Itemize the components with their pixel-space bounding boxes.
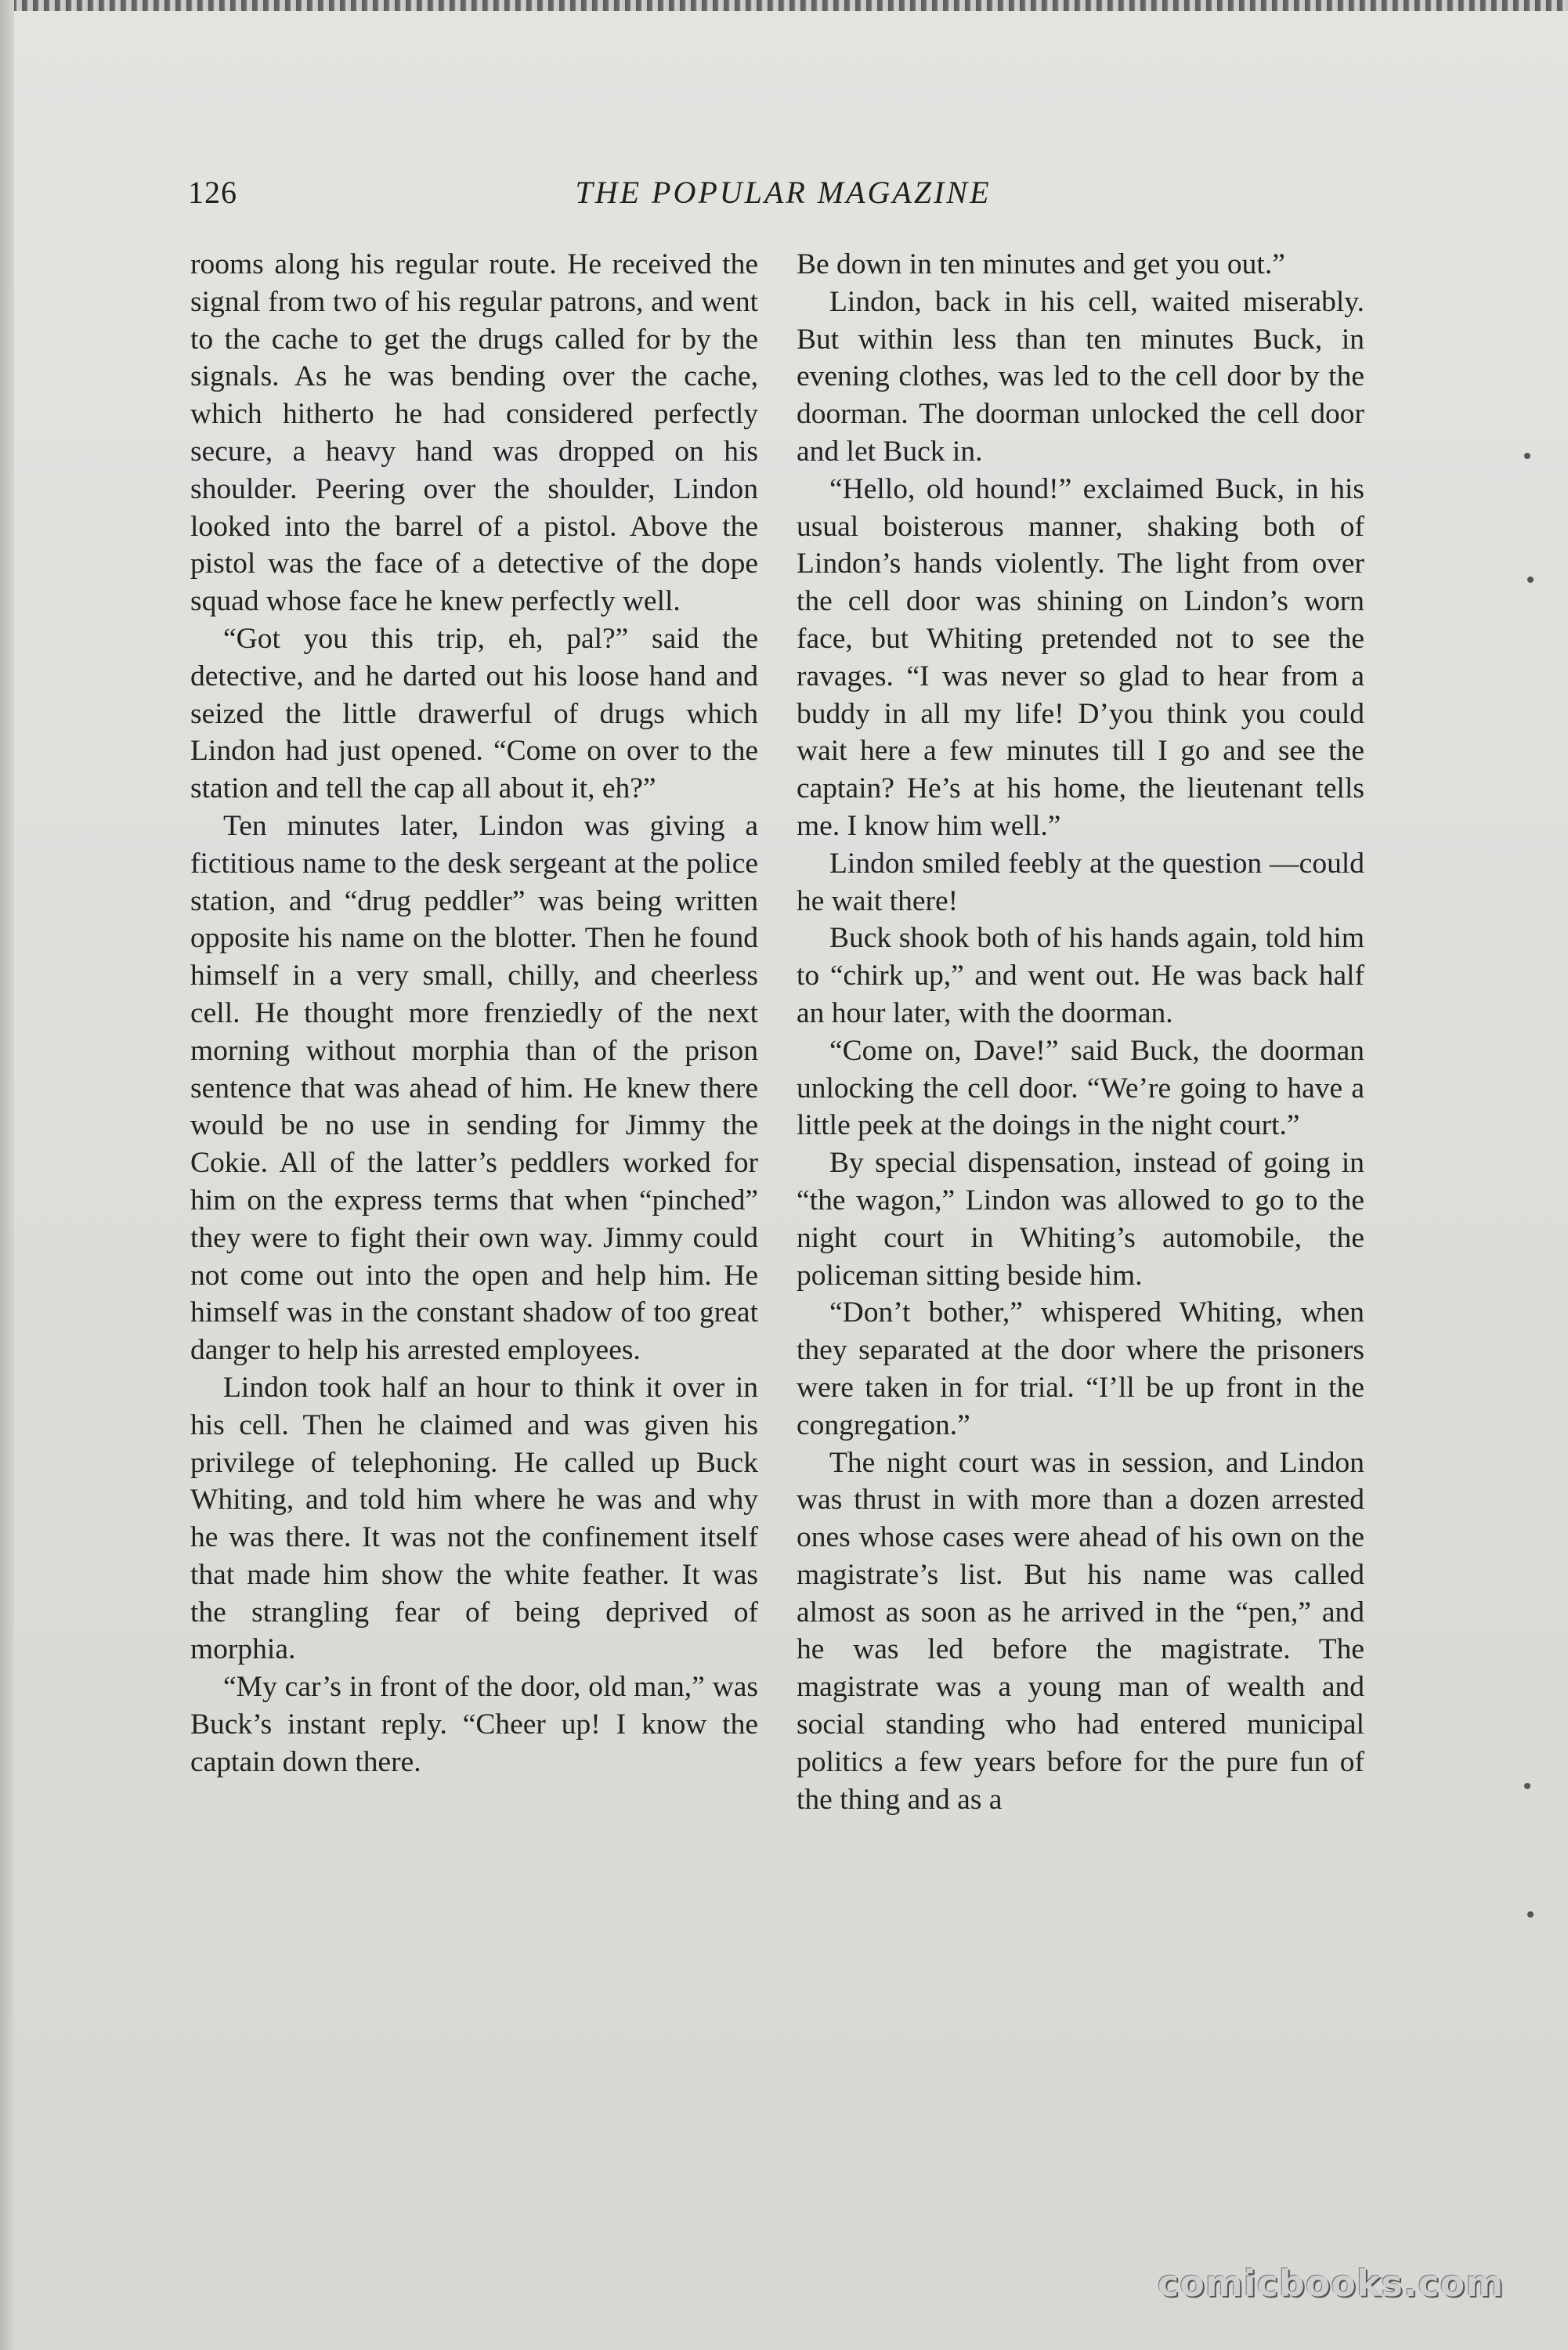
paper-speck [1524,453,1530,459]
right-text-column [797,246,1364,1818]
watermark: comicbooks.com [1158,2262,1505,2305]
paragraph: Be down in ten minutes and get you out.” [797,248,1285,280]
page-number: 126 [188,175,237,210]
paragraph: By special dispensation, instead of going in “the wagon,” Lindon was allowed to go to the night court in Whiting’s automobile, the policeman sitting beside him. [797,1147,1364,1292]
paper-speck [1527,577,1534,583]
paragraph: “Come on, Dave!” said Buck, the doorman unlocking the cell door. “We’re going to have a little peek at the doings in the night court.” [797,1034,1364,1142]
paper-speck [1527,1911,1534,1918]
paragraph: Lindon took half an hour to think it over in his cell. Then he claimed and was given his privilege of telephoning. He called up Buck Whiting, and told him where he was and why he was there. It was not the confinement itself that made him show the white feather. It was the strangling fear of being deprived of morphia. [190,1371,758,1666]
paragraph: “Hello, old hound!” exclaimed Buck, in his usual boisterous manner, shaking both of Lindon’s hands violently. The light from over the cell door was shining on Lindon’s worn face, but Whiting pretended not to see the ravages. “I was never so glad to hear from a buddy in all my life! D’you think you could wait here a few minutes till I go and see the captain? He’s at his home, the lieutenant tells me. I know him well.” [797,472,1364,842]
paragraph: The night court was in session, and Lindon was thrust in with more than a dozen arrested ones whose cases were ahead of his own on the magistrate’s list. But his name was called almost as soon as he arrived in the “pen,” and he was led before the magistrate. The magistrate was a young man of wealth and social standing who had entered municipal politics a few years before for the pure fun of the thing and as a [797,1446,1364,1816]
paragraph: “My car’s in front of the door, old man,” was Buck’s instant reply. “Cheer up! I know the captain down there. [190,1671,758,1778]
paragraph: Lindon, back in his cell, waited miserably. But within less than ten minutes Buck, in evening clothes, was led to the cell door by the doorman. The doorman unlocked the cell door and let Buck in. [797,285,1364,468]
paragraph: Buck shook both of his hands again, told him to “chirk up,” and went out. He was back half an hour later, with the doorman. [797,922,1364,1029]
paragraph: “Got you this trip, eh, pal?” said the detective, and he darted out his loose hand and seized the little drawerful of drugs which Lindon had just opened. “Come on over to the station and tell the cap all about it, eh?” [190,622,758,805]
paper-speck [1524,1783,1530,1789]
page-header [188,174,1378,221]
page-top-edge [0,0,1568,11]
left-text-column [190,246,758,1781]
paragraph: rooms along his regular route. He received the signal from two of his regular patrons, and went to the cache to get the drugs called for by the signals. As he was bending over the cache, which hitherto he had considered perfectly secure, a heavy hand was dropped on his shoulder. Peering over the shoulder, Lindon looked into the barrel of a pistol. Above the pistol was the face of a detective of the dope squad whose face he knew perfectly well. [190,248,758,618]
page-left-edge [0,0,14,2350]
magazine-title: THE POPULAR MAGAZINE [575,175,992,210]
paragraph: “Don’t bother,” whispered Whiting, when they separated at the door where the prisoners were taken in for trial. “I’ll be up front in the congregation.” [797,1296,1364,1441]
paragraph: Lindon smiled feebly at the question —could he wait there! [797,847,1364,917]
paragraph: Ten minutes later, Lindon was giving a fictitious name to the desk sergeant at the police station, and “drug peddler” was being written opposite his name on the blotter. Then he found himself in a very small, chilly, and cheerless cell. He thought more frenziedly of the next morning without morphia than of the prison sentence that was ahead of him. He knew there would be no use in sending for Jimmy the Cokie. All of the latter’s peddlers worked for him on the express terms that when “pinched” they were to fight their own way. Jimmy could not come out into the open and help him. He himself was in the constant shadow of too great danger to help his arrested employees. [190,809,758,1367]
